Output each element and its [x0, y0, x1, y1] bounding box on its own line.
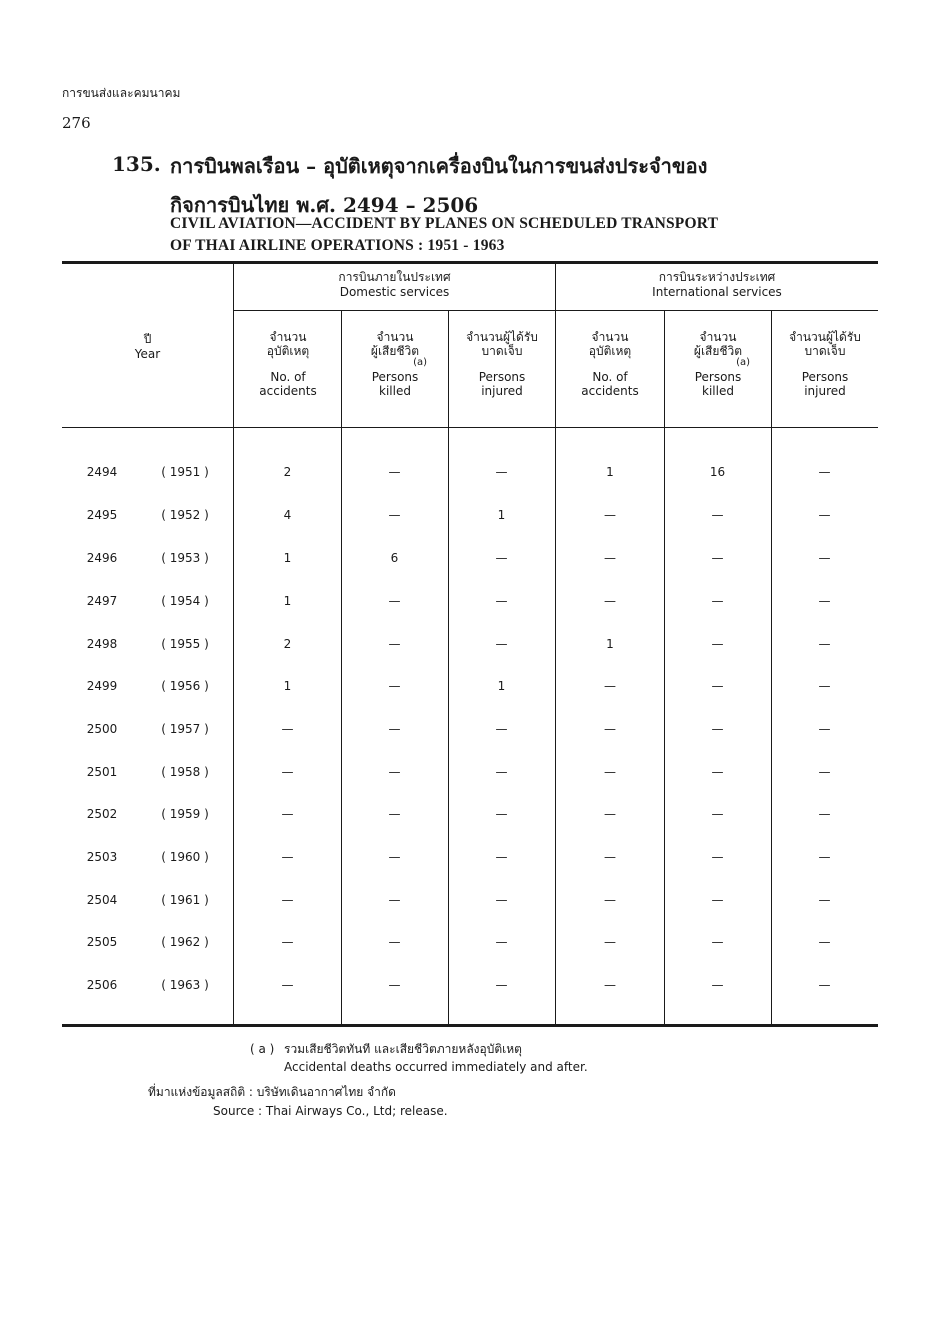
domestic-injured: —	[495, 935, 508, 949]
domestic-injured: —	[495, 807, 508, 821]
col-header-en1: No. of	[270, 370, 306, 384]
col-header-en2: injured	[804, 384, 846, 398]
intl-killed: —	[711, 807, 724, 821]
domestic-killed: 6	[390, 551, 399, 565]
domestic-killed: —	[388, 722, 401, 736]
year-be: 2502	[86, 807, 118, 821]
col-header-note: (a)	[736, 357, 750, 368]
table-row	[62, 594, 878, 618]
col-header-domestic-injured	[450, 330, 554, 398]
domestic-accidents: 2	[283, 465, 292, 479]
intl-killed: —	[711, 637, 724, 651]
domestic-accidents: —	[281, 765, 294, 779]
year-ce: ( 1955 )	[161, 637, 209, 651]
table-row	[62, 935, 878, 959]
col-divider	[771, 311, 772, 1024]
intl-killed: 16	[709, 465, 726, 479]
intl-accidents: —	[604, 893, 616, 907]
domestic-injured: —	[495, 765, 508, 779]
year-be: 2499	[86, 679, 118, 693]
year-be: 2505	[86, 935, 118, 949]
year-ce: ( 1961 )	[161, 893, 209, 907]
intl-killed: —	[711, 893, 724, 907]
year-ce: ( 1960 )	[161, 850, 209, 864]
col-divider	[341, 311, 342, 1024]
footnote-marker: ( a )	[250, 1042, 275, 1056]
year-be: 2500	[86, 722, 118, 736]
col-header-en1: Persons	[694, 370, 742, 384]
domestic-killed: —	[388, 978, 401, 992]
table-row	[62, 850, 878, 874]
table-row	[62, 893, 878, 917]
year-ce: ( 1959 )	[161, 807, 209, 821]
domestic-killed: —	[388, 679, 401, 693]
year-be: 2495	[86, 508, 118, 522]
intl-accidents: —	[604, 722, 616, 736]
col-header-en2: accidents	[581, 384, 639, 398]
header-bottom-rule	[62, 427, 878, 428]
year-be: 2496	[86, 551, 118, 565]
year-be: 2498	[86, 637, 118, 651]
domestic-accidents: 4	[283, 508, 292, 522]
intl-accidents: —	[604, 594, 616, 608]
domestic-injured: —	[495, 551, 508, 565]
year-ce: ( 1953 )	[161, 551, 209, 565]
year-ce: ( 1957 )	[161, 722, 209, 736]
domestic-accidents: 2	[283, 637, 292, 651]
domestic-killed: —	[388, 637, 401, 651]
col-header-en1: Persons	[371, 370, 419, 384]
domestic-accidents: —	[281, 807, 294, 821]
group-header-international-th: การบินระหว่างประเทศ	[658, 270, 776, 284]
col-header-th1: จำนวนผู้ได้รับ	[466, 330, 538, 344]
source-english: Source : Thai Airways Co., Ltd; release.	[213, 1104, 448, 1118]
col-header-th2: อุบัติเหตุ	[266, 344, 310, 358]
title-thai-line1: การบินพลเรือน – อุบัติเหตุจากเครื่องบินในการขนส่งประจำของ	[170, 154, 708, 178]
intl-killed: —	[711, 978, 724, 992]
table-row	[62, 508, 878, 532]
domestic-injured: —	[495, 637, 508, 651]
col-divider	[448, 311, 449, 1024]
source-thai: ที่มาแห่งข้อมูลสถิติ : บริษัทเดินอากาศไทย จำกัด	[148, 1085, 396, 1099]
year-be: 2503	[86, 850, 118, 864]
group-header-domestic-th: การบินภายในประเทศ	[338, 270, 451, 284]
year-be: 2501	[86, 765, 118, 779]
table-row	[62, 978, 878, 1002]
domestic-injured: —	[495, 850, 508, 864]
domestic-accidents: 1	[283, 679, 292, 693]
domestic-killed: —	[388, 935, 401, 949]
intl-injured: —	[818, 722, 831, 736]
intl-injured: —	[818, 893, 831, 907]
domestic-accidents: 1	[283, 594, 292, 608]
year-ce: ( 1954 )	[161, 594, 209, 608]
domestic-killed: —	[388, 893, 401, 907]
col-header-note	[558, 358, 662, 368]
intl-accidents: 1	[606, 465, 614, 479]
col-header-domestic-accidents	[236, 330, 340, 398]
domestic-killed: —	[388, 765, 401, 779]
title-english-line2: OF THAI AIRLINE OPERATIONS : 1951 - 1963	[170, 237, 505, 254]
domestic-accidents: —	[281, 850, 294, 864]
col-header-th2: ผู้เสียชีวิต	[693, 344, 743, 358]
year-ce: ( 1958 )	[161, 765, 209, 779]
domestic-injured: —	[495, 465, 508, 479]
col-header-th1: จำนวนผู้ได้รับ	[789, 330, 861, 344]
col-header-en2: killed	[702, 384, 734, 398]
intl-injured: —	[818, 765, 831, 779]
col-header-th1: จำนวน	[591, 330, 629, 344]
year-be: 2497	[86, 594, 118, 608]
table-bottom-rule	[62, 1024, 878, 1027]
table-row	[62, 551, 878, 575]
intl-killed: —	[711, 508, 724, 522]
col-header-note	[450, 358, 554, 368]
table-row	[62, 722, 878, 746]
group-rule	[234, 310, 878, 311]
intl-injured: —	[818, 850, 831, 864]
intl-killed: —	[711, 551, 724, 565]
domestic-injured: —	[495, 978, 508, 992]
section-header: การขนส่งและคมนาคม	[62, 86, 181, 100]
col-header-en1: Persons	[801, 370, 849, 384]
year-header-th: ปี	[143, 332, 152, 346]
domestic-accidents: —	[281, 722, 294, 736]
col-header-en1: No. of	[592, 370, 628, 384]
intl-injured: —	[818, 465, 831, 479]
year-ce: ( 1952 )	[161, 508, 209, 522]
intl-accidents: —	[604, 978, 616, 992]
col-header-th1: จำนวน	[699, 330, 737, 344]
intl-injured: —	[818, 978, 831, 992]
col-header-note	[773, 358, 877, 368]
footnote-english: Accidental deaths occurred immediately and after.	[284, 1060, 588, 1074]
col-header-intl-injured	[773, 330, 877, 398]
intl-accidents: —	[604, 508, 616, 522]
domestic-injured: 1	[497, 679, 506, 693]
col-header-intl-killed	[666, 330, 770, 398]
table-row	[62, 807, 878, 831]
intl-accidents: —	[604, 807, 616, 821]
domestic-killed: —	[388, 594, 401, 608]
group-header-international-en: International services	[652, 285, 782, 299]
col-header-en2: accidents	[259, 384, 317, 398]
col-header-note	[236, 358, 340, 368]
group-header-domestic	[234, 270, 555, 300]
table-row	[62, 679, 878, 703]
col-header-domestic-killed	[343, 330, 447, 398]
intl-killed: —	[711, 765, 724, 779]
col-header-th2: บาดเจ็บ	[481, 344, 523, 358]
domestic-accidents: —	[281, 935, 294, 949]
domestic-killed: —	[388, 465, 401, 479]
year-ce: ( 1951 )	[161, 465, 209, 479]
domestic-injured: —	[495, 722, 508, 736]
intl-injured: —	[818, 594, 831, 608]
intl-injured: —	[818, 807, 831, 821]
col-header-th1: จำนวน	[269, 330, 307, 344]
footnote-thai: รวมเสียชีวิตทันที และเสียชีวิตภายหลังอุบัติเหตุ	[284, 1042, 522, 1056]
col-divider	[664, 311, 665, 1024]
col-header-en2: injured	[481, 384, 523, 398]
intl-injured: —	[818, 637, 831, 651]
intl-injured: —	[818, 551, 831, 565]
domestic-killed: —	[388, 850, 401, 864]
domestic-accidents: —	[281, 893, 294, 907]
title-english-line1: CIVIL AVIATION—ACCIDENT BY PLANES ON SCHEDULED TRANSPORT	[170, 215, 719, 232]
title-thai-line2: กิจการบินไทย พ.ศ. 2494 – 2506	[170, 193, 479, 217]
year-be: 2504	[86, 893, 118, 907]
intl-killed: —	[711, 594, 724, 608]
table-row	[62, 465, 878, 489]
year-be: 2494	[86, 465, 118, 479]
domestic-killed: —	[388, 508, 401, 522]
domestic-injured: 1	[497, 508, 506, 522]
intl-injured: —	[818, 679, 831, 693]
domestic-injured: —	[495, 594, 508, 608]
col-header-intl-accidents	[558, 330, 662, 398]
year-ce: ( 1963 )	[161, 978, 209, 992]
intl-accidents: —	[604, 679, 616, 693]
group-header-domestic-en: Domestic services	[339, 285, 450, 299]
col-header-th2: ผู้เสียชีวิต	[370, 344, 420, 358]
table-row	[62, 637, 878, 661]
year-be: 2506	[86, 978, 118, 992]
col-header-en1: Persons	[478, 370, 526, 384]
year-ce: ( 1956 )	[161, 679, 209, 693]
intl-accidents: —	[604, 935, 616, 949]
year-ce: ( 1962 )	[161, 935, 209, 949]
table-top-rule	[62, 261, 878, 264]
intl-accidents: 1	[606, 637, 614, 651]
intl-killed: —	[711, 850, 724, 864]
intl-killed: —	[711, 679, 724, 693]
intl-killed: —	[711, 722, 724, 736]
col-header-th2: บาดเจ็บ	[804, 344, 846, 358]
page-number: 276	[62, 114, 91, 132]
intl-accidents: —	[604, 551, 616, 565]
group-header-international	[556, 270, 878, 300]
year-header-en: Year	[134, 347, 161, 361]
domestic-accidents: —	[281, 978, 294, 992]
domestic-accidents: 1	[283, 551, 292, 565]
intl-accidents: —	[604, 765, 616, 779]
domestic-killed: —	[388, 807, 401, 821]
table-number: 135.	[112, 152, 161, 176]
col-header-th2: อุบัติเหตุ	[588, 344, 632, 358]
col-header-en2: killed	[379, 384, 411, 398]
domestic-injured: —	[495, 893, 508, 907]
col-header-note: (a)	[413, 357, 427, 368]
year-header	[62, 332, 233, 362]
intl-accidents: —	[604, 850, 616, 864]
intl-killed: —	[711, 935, 724, 949]
intl-injured: —	[818, 508, 831, 522]
col-header-th1: จำนวน	[376, 330, 414, 344]
table-row	[62, 765, 878, 789]
intl-injured: —	[818, 935, 831, 949]
